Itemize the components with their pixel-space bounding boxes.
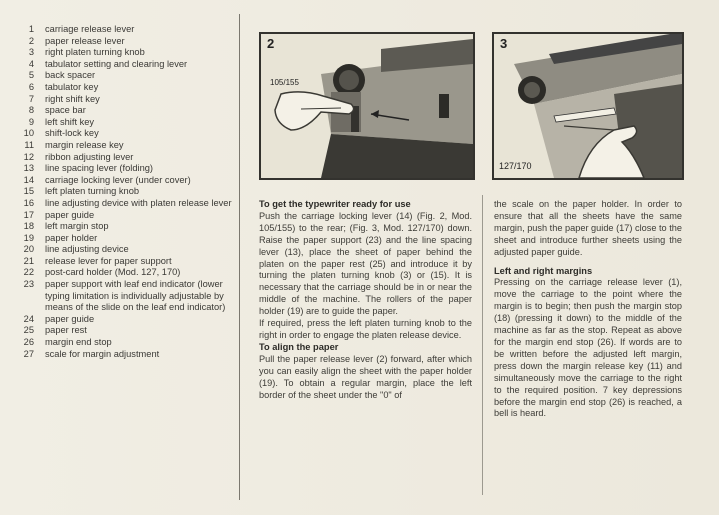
part-name: scale for margin adjustment <box>45 348 160 359</box>
part-name: left margin stop <box>45 221 109 232</box>
part-name: right platen turning knob <box>45 47 145 58</box>
part-number: 9 <box>28 116 34 127</box>
part-name: space bar <box>45 105 86 116</box>
figure-3 <box>492 32 684 180</box>
part-name: carriage release lever <box>45 24 135 34</box>
parts-list-item <box>16 244 238 256</box>
parts-list-item <box>16 325 238 337</box>
part-name: line spacing lever (folding) <box>45 163 154 174</box>
part-name: carriage locking lever (under cover) <box>45 174 191 185</box>
paragraph: Pressing on the carriage release lever (1), move the carriage to the point where the margin is to begin; then push the margin stop (18) (pressing it down) to the middle of the machine as far as the stop. Repeat as above for the margin end stop (26). If words are to be written before the adjusted left margin, press down the margin release key (11) and simultaneously move the carriage to the right to the required position. 7 key depressions before the margin end stop (26) is reached, a bell is heard. <box>494 277 682 419</box>
instructions-column <box>494 199 682 420</box>
part-name: line adjusting device with platen release lever <box>45 197 232 208</box>
figure-model-label: 105/155 <box>270 78 299 87</box>
part-number: 14 <box>23 174 34 185</box>
part-number: 5 <box>28 70 34 81</box>
part-number: 2 <box>28 35 34 46</box>
part-number: 19 <box>23 232 34 243</box>
part-number: 25 <box>23 325 34 336</box>
parts-list-item <box>16 267 238 279</box>
figure-2 <box>259 32 475 180</box>
part-name: left shift key <box>45 116 95 127</box>
paragraph: Pull the paper release lever (2) forward, after which you can easily align the sheet with the paper holder (19). To obtain a regular margin, place the left border of the sheet under the "0" of <box>259 353 472 400</box>
part-name: paper release lever <box>45 35 125 46</box>
parts-list-item <box>16 152 238 164</box>
parts-list-item <box>16 186 238 198</box>
parts-list-item <box>16 140 238 152</box>
parts-list-item <box>16 59 238 71</box>
parts-list-item <box>16 128 238 140</box>
part-name: margin end stop <box>45 337 112 348</box>
part-number: 26 <box>23 337 34 348</box>
part-name: paper holder <box>45 232 98 243</box>
instructions-column <box>259 199 472 401</box>
part-number: 17 <box>23 209 34 220</box>
part-number: 12 <box>23 151 34 162</box>
parts-list-item <box>16 279 238 314</box>
parts-list-item <box>16 233 238 245</box>
part-name: line adjusting device <box>45 244 129 255</box>
part-number: 8 <box>28 105 34 116</box>
part-number: 7 <box>28 93 34 104</box>
part-number: 10 <box>23 128 34 139</box>
parts-list-item <box>16 36 238 48</box>
part-name: margin release key <box>45 139 124 150</box>
part-name: right shift key <box>45 93 100 104</box>
figure-number: 2 <box>267 36 275 51</box>
parts-list-item <box>16 163 238 175</box>
paragraph: If required, press the left platen turning knob to the right in order to engage the platen release device. <box>259 318 472 340</box>
part-number: 20 <box>23 244 34 255</box>
part-number: 23 <box>23 279 34 290</box>
section-heading: To align the paper <box>259 341 339 352</box>
parts-list-item <box>16 47 238 59</box>
part-name: back spacer <box>45 70 96 81</box>
section-heading: To get the typewriter ready for use <box>259 199 411 209</box>
part-name: paper guide <box>45 209 95 220</box>
part-name: post-card holder (Mod. 127, 170) <box>45 267 181 278</box>
parts-list-item <box>16 256 238 268</box>
parts-list-item <box>16 82 238 94</box>
part-name: paper guide <box>45 313 95 324</box>
part-number: 24 <box>23 313 34 324</box>
parts-list <box>16 24 238 360</box>
paragraph: the scale on the paper holder. In order to ensure that all the sheets have the same margin, push the paper guide (17) close to the sheet and introduce further sheets using the adjusted paper guide. <box>494 199 682 257</box>
figure-model-label: 127/170 <box>499 161 532 171</box>
part-number: 6 <box>28 81 34 92</box>
typewriter-illustration-icon <box>261 34 473 178</box>
parts-list-item <box>16 105 238 117</box>
part-number: 11 <box>24 139 34 150</box>
part-name: release lever for paper support <box>45 255 172 266</box>
parts-list-item <box>16 24 238 36</box>
part-number: 15 <box>23 186 34 197</box>
part-name: paper support with leaf end indicator (lower typing limitation is individually adjustable by means of the slide on the leaf end indicator) <box>45 279 226 313</box>
part-name: left platen turning knob <box>45 186 140 197</box>
parts-list-item <box>16 210 238 222</box>
part-number: 13 <box>23 163 34 174</box>
parts-list-item <box>16 70 238 82</box>
part-number: 4 <box>28 58 34 69</box>
section-heading: Left and right margins <box>494 265 593 276</box>
paragraph: Push the carriage locking lever (14) (Fig. 2, Mod. 105/155) to the rear; (Fig. 3, Mod. 127/170) down. Raise the paper support (23) and the line spacing lever (13), place the sheet of paper behind the platen on the paper rest (25) and introduce it by turning the platen turning knob (3) or (15). It is necessary that the carriage should be in or near the middle of the machine. The rollers of the paper holder (19) are to guide the paper. <box>259 210 472 317</box>
figure-number: 3 <box>500 36 508 51</box>
part-name: ribbon adjusting lever <box>45 151 134 162</box>
part-number: 21 <box>23 255 34 266</box>
part-name: shift-lock key <box>45 128 99 139</box>
parts-list-item <box>16 221 238 233</box>
parts-list-item <box>16 198 238 210</box>
part-number: 1 <box>28 24 34 34</box>
part-name: paper rest <box>45 325 87 336</box>
parts-list-item <box>16 175 238 187</box>
part-number: 27 <box>23 348 34 359</box>
typewriter-illustration-icon <box>494 34 682 178</box>
parts-list-item <box>16 314 238 326</box>
parts-list-item <box>16 117 238 129</box>
part-number: 3 <box>28 47 34 58</box>
part-number: 16 <box>23 197 34 208</box>
parts-list-item <box>16 349 238 361</box>
part-name: tabulator setting and clearing lever <box>45 58 188 69</box>
part-name: tabulator key <box>45 81 99 92</box>
column-divider <box>482 195 483 495</box>
part-number: 22 <box>23 267 34 278</box>
parts-list-item <box>16 337 238 349</box>
parts-list-item <box>16 94 238 106</box>
column-divider <box>239 14 240 500</box>
part-number: 18 <box>23 221 34 232</box>
